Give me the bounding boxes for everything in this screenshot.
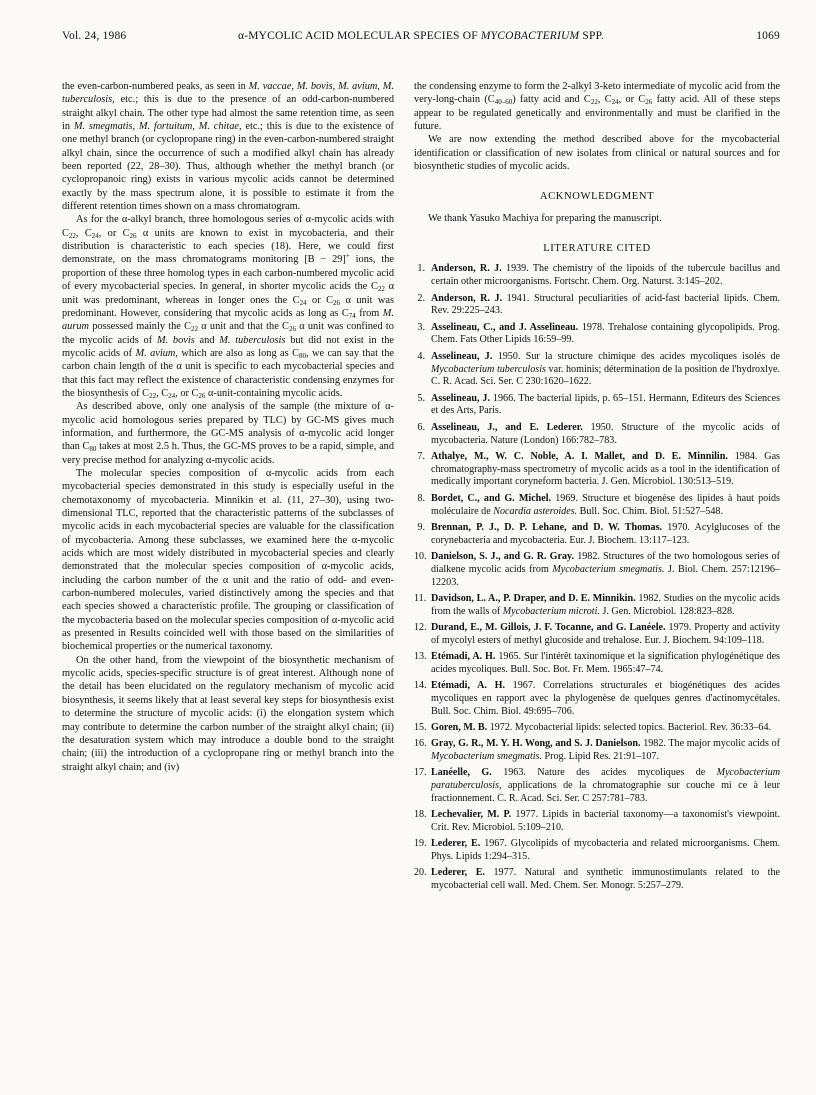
reference-item: 18. Lechevalier, M. P. 1977. Lipids in bacterial taxonomy—a taxonomist's viewpoint. Crit. Rev. Microbiol. 5:109–210. <box>414 809 780 833</box>
right-column <box>414 80 780 896</box>
reference-number: 9. <box>417 521 425 533</box>
reference-authors: Asselineau, J., and E. Lederer. <box>431 421 583 433</box>
paragraph: As described above, only one analysis of the sample (the mixture of α-mycolic acid homologous series prepared by TLC) by GC-MS gives much information, and furthermore, the GC-MS analysis of α-mycolic acid longer than $C_{80}$ takes at most 2.5 h. Thus, the GC-MS proves to be a rapid, simple, and very precise method for analyzing α-mycolic acids. <box>62 401 394 466</box>
reference-number: 2. <box>417 292 425 304</box>
reference-number: 8. <box>417 492 425 504</box>
reference-item: 9. Brennan, P. J., D. P. Lehane, and D. W. Thomas. 1970. Acylglucoses of the corynebacteria and mycobacteria. Eur. J. Biochem. 13:117–123. <box>414 522 780 548</box>
reference-number: 11. <box>414 592 427 604</box>
reference-number: 19. <box>414 838 427 850</box>
reference-authors: Danielson, S. J., and G. R. Gray. <box>431 550 575 562</box>
reference-number: 16. <box>414 738 427 750</box>
reference-number: 17. <box>414 767 427 779</box>
paragraph: The molecular species composition of α-mycolic acids from each mycobacterial species demonstrated in this study is especially useful in the chemotaxonomy of mycobacteria. Minnikin et al. (11, 27–30), using two-dimensional TLC, reported that the characteristic patterns of the subclasses of mycolic acids in each mycobacterial species are valuable for the classification of mycobacteria. Among these subclasses, we examined here the α-mycolic acids which are most widely distributed in mycobacterial species and clearly demonstrated that the molecular species composition of α-mycolic acids, including the carbon number of the α unit and the ratio of odd- and even-carbon-numbered molecules, varied distinctively among the species and that each species showed a characteristic profile. The grouping or classification of the mycobacteria based on the molecular species composition of α-mycolic acid as presented in Results coincided well with those based on the similarities of biochemical properties or the numerical taxonomy. <box>62 467 394 653</box>
reference-item: 16. Gray, G. R., M. Y. H. Wong, and S. J. Danielson. 1982. The major mycolic acids of Mycobacterium smegmatis. Prog. Lipid Res. 21:91–107. <box>414 738 780 762</box>
reference-number: 20. <box>414 867 427 879</box>
reference-authors: Anderson, R. J. <box>431 263 502 275</box>
reference-number: 4. <box>417 350 425 362</box>
reference-item: 4. Asselineau, J. 1950. Sur la structure chimique des acides mycoliques isolés de Mycobacterium tuberculosis var. hominis; détermination de la position de l'hydroxlye. C. R. Acad. Sci. Ser. C 230:1620–1622. <box>414 351 780 390</box>
left-column <box>62 80 394 774</box>
reference-number: 12. <box>414 621 427 633</box>
reference-number: 13. <box>414 650 427 662</box>
acknowledgment-text: We thank Yasuko Machiya for preparing the manuscript. <box>428 212 662 224</box>
acknowledgment-heading: ACKNOWLEDGMENT <box>539 191 655 203</box>
reference-authors: Athalye, M., W. C. Noble, A. I. Mallet, and D. E. Minnilin. <box>431 450 728 462</box>
reference-authors: Anderson, R. J. <box>431 292 503 304</box>
reference-item: 11. Davidson, L. A., P. Draper, and D. E. Minnikin. 1982. Studies on the mycolic acids from the walls of Mycobacterium microti. J. Gen. Microbiol. 128:823–828. <box>414 592 780 617</box>
reference-item: 1. Anderson, R. J. 1939. The chemistry of the lipoids of the tubercule bacillus and certain other microorganisms. Fortschr. Chem. Org. Naturst. 3:145–202. <box>414 263 780 289</box>
reference-number: 1. <box>417 263 425 275</box>
running-title: α-MYCOLIC ACID MOLECULAR SPECIES OF MYCOBACTERIUM SPP. <box>237 30 605 42</box>
reference-authors: Gray, G. R., M. Y. H. Wong, and S. J. Danielson. <box>431 738 641 750</box>
reference-authors: Brennan, P. J., D. P. Lehane, and D. W. Thomas. <box>431 521 663 533</box>
reference-item: 5. Asselineau, J. 1966. The bacterial lipids, p. 65–151. Hermann, Editeurs des Sciences et des Arts, Paris. <box>414 393 780 419</box>
reference-item: 6. Asselineau, J., and E. Lederer. 1950. Structure of the mycolic acids of mycobacteria. Nature (London) 166:782–783. <box>414 422 780 448</box>
reference-item: 12. Durand, E., M. Gillois, J. F. Tocanne, and G. Lanéele. 1979. Property and activity of mycolyl esters of methyl glucoside and trehalose. Eur. J. Biochem. 94:109–118. <box>414 621 780 646</box>
reference-authors: Goren, M. B. <box>431 721 488 733</box>
running-header <box>62 30 780 48</box>
reference-item: 15. Goren, M. B. 1972. Mycobacterial lipids: selected topics. Bacteriol. Rev. 36:33–64. <box>414 721 772 733</box>
reference-number: 18. <box>414 809 427 821</box>
reference-authors: Asselineau, C., and J. Asselineau. <box>431 321 579 333</box>
reference-number: 7. <box>417 450 425 462</box>
reference-number: 14. <box>414 679 427 691</box>
reference-number: 6. <box>417 421 425 433</box>
reference-number: 10. <box>414 550 427 562</box>
paragraph: the condensing enzyme to form the 2-alkyl 3-keto intermediate of mycolic acid from the very-long-chain $(C_{40-60})$ fatty acid and $C_{22}$, $C_{24}$, or $C_{26}$ fatty acid. All of these steps appear to be regulated genetically and environmentally and must be clarified in the future. <box>414 81 780 133</box>
reference-authors: Lechevalier, M. P. <box>431 809 512 821</box>
paragraph: the even-carbon-numbered peaks, as seen in M. vaccae, M. bovis, M. avium, M. tuberculosis, etc.; this is due to the presence of an odd-carbon-numbered straight alkyl chain. The other type had almost the same retention time, as seen in M. smegmatis, M. fortuitum, M. chitae, etc.; this is due to the existence of one methyl branch (or cyclopropane ring) in the even-carbon-numbered straight alkyl chain, since the occurrence of such a modified alkyl chain has already been reported (22, 28–30). Thus, although whether the methyl branch (or cyclopropanoic ring) exists in various mycolic acids cannot be determined exactly by the mass spectrum alone, it is possible to estimate it from the different retention times shown on a mass chromatogram. <box>62 81 394 213</box>
reference-number: 15. <box>414 721 427 733</box>
reference-number: 5. <box>417 392 425 404</box>
reference-authors: Lederer, E. <box>431 838 481 850</box>
reference-authors: Lederer, E. <box>431 867 485 879</box>
paragraph: As for the α-alkyl branch, three homologous series of α-mycolic acids with $C_{22}$, $C_{24}$, or $C_{26}$ α units are known to exist in mycobacteria, and their distribution is characteristic to each species (18). Here, we could first demonstrate, on the mass chromatograms monitoring [B − 29]+ ions, the proportion of these three homolog types in each carbon-numbered mycolic acid of every mycobacterial species. In general, in shorter mycolic acids the $C_{22}$ α unit was predominant, whereas in longer ones the $C_{24}$ or $C_{26}$ α unit was predominant. However, considering that mycolic acids as long as $C_{74}$ from M. aurum possessed mainly the $C_{22}$ α unit and that the $C_{26}$ α unit was confined to the mycolic acids of M. bovis and M. tuberculosis but did not exist in the mycolic acids of M. avium, which are also as long as $C_{80}$, we can say that the carbon chain length of the α unit is specific to each mycobacterial species and that this fact may reflect the existence of characteristic condensing enzymes for the biosynthesis of $C_{22}$, $C_{24}$, or $C_{26}$ α-unit-containing mycolic acids. <box>62 214 395 400</box>
reference-item: 7. Athalye, M., W. C. Noble, A. I. Mallet, and D. E. Minnilin. 1984. Gas chromatography-mass spectrometry of mycolic acids as a tool in the identification of medically important coryneform bacteria. J. Gen. Microbiol. 130:513–519. <box>414 451 780 490</box>
reference-item: 3. Asselineau, C., and J. Asselineau. 1978. Trehalose containing glycopolipids. Prog. Chem. Fats Other Lipids 16:59–99. <box>414 322 780 348</box>
reference-authors: Asselineau, J. <box>431 350 493 362</box>
reference-authors: Durand, E., M. Gillois, J. F. Tocanne, and G. Lanéele. <box>431 621 666 633</box>
reference-item: 14. Etémadi, A. H. 1967. Correlations structurales et biogénétiques des acides mycoliques en rapport avec la phylogenèse de quelques genres d'actinomycétales. Bull. Soc. Chim. Biol. 49:695–706. <box>414 679 780 717</box>
reference-item: 2. Anderson, R. J. 1941. Structural peculiarities of acid-fast bacterial lipids. Chem. Rev. 29:225–243. <box>414 293 780 319</box>
reference-list <box>414 263 780 893</box>
literature-cited-heading: LITERATURE CITED <box>543 243 651 255</box>
page-number: 1069 <box>756 30 780 42</box>
reference-item: 19. Lederer, E. 1967. Glycolipids of mycobacteria and related microorganisms. Chem. Phys. Lipids 1:294–315. <box>414 838 780 863</box>
reference-item: 20. Lederer, E. 1977. Natural and synthetic immunostimulants related to the mycobacterial cell wall. Med. Chem. Ser. Monogr. 5:257–279. <box>414 867 780 892</box>
reference-authors: Etémadi, A. H. <box>431 650 496 662</box>
reference-authors: Etémadi, A. H. <box>431 679 505 691</box>
reference-number: 3. <box>417 321 425 333</box>
reference-item: 10. Danielson, S. J., and G. R. Gray. 1982. Structures of the two homologous series of dialkene mycolic acids from Mycobacterium smegmatis. J. Biol. Chem. 257:12196–12203. <box>414 550 780 588</box>
paragraph: On the other hand, from the viewpoint of the biosynthetic mechanism of mycolic acids, species-specific structure is of great interest. Although none of the detail has been elucidated on the regulatory mechanism of mycolic acid biosynthesis, it seems likely that at least several key steps for biosynthesis exist to determine the structure of mycolic acids: (i) the elongation system which may contribute to determine the carbon number of the straight alkyl chain; (ii) the desaturation system which may introduce a double bond to the straight chain; (iii) the introduction of a cyclopropane ring or methyl branch into the straight alkyl chain; and (iv) <box>62 654 394 773</box>
reference-authors: Asselineau, J. <box>431 392 491 404</box>
volume-label: Vol. 24, 1986 <box>62 30 127 42</box>
reference-item: 8. Bordet, C., and G. Michel. 1969. Structure et biogenèse des lipides à haut poids moléculaire de Nocardia asteroides. Bull. Soc. Chim. Biol. 51:527–548. <box>414 493 780 519</box>
reference-authors: Bordet, C., and G. Michel. <box>431 492 552 504</box>
paragraph: We are now extending the method described above for the mycobacterial identification or classification of new isolates from clinical or natural sources and for biosynthetic studies of mycolic acids. <box>414 134 780 173</box>
reference-authors: Lanéelle, G. <box>431 767 492 779</box>
reference-item: 13. Etémadi, A. H. 1965. Sur l'intérêt taxinomique et la signification phylogénétique des acides mycoliques. Bull. Soc. Bot. Fr. Mem. 1965:47–74. <box>414 650 780 675</box>
reference-item: 17. Lanéelle, G. 1963. Nature des acides mycoliques de Mycobacterium paratuberculosis, applications de la chromatographie sur couche mi ce à leur fractionnement. C. R. Acad. Sci. Ser. C 257:781–783. <box>414 767 780 804</box>
reference-authors: Davidson, L. A., P. Draper, and D. E. Minnikin. <box>431 592 636 604</box>
